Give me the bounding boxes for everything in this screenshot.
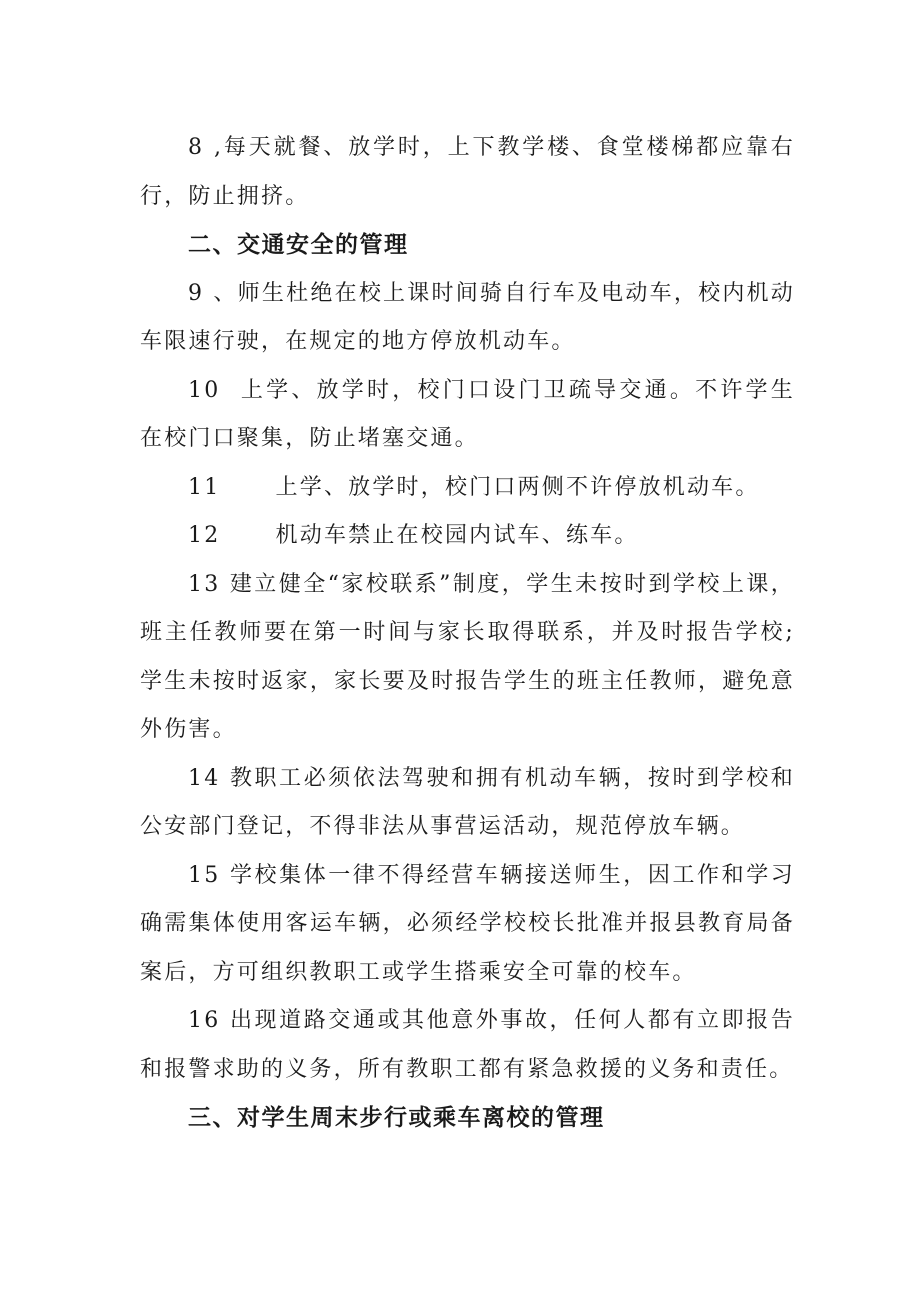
paragraph-item-9: 9 、师生杜绝在校上课时间骑自行车及电动车，校内机动车限速行驶，在规定的地方停放机动车。 <box>140 280 795 354</box>
paragraph-item-8: 8 ,每天就餐、放学时，上下教学楼、食堂楼梯都应靠右行，防止拥挤。 <box>140 135 795 209</box>
paragraph-item-11: 11 上学、放学时，校门口两侧不许停放机动车。 <box>188 474 760 500</box>
section-heading-weekend-departure: 三、对学生周末步行或乘车离校的管理 <box>188 1105 605 1131</box>
paragraph-item-12: 12 机动车禁止在校园内试车、练车。 <box>188 523 639 548</box>
paragraph-item-16: 16 出现道路交通或其他意外事故，任何人都有立即报告和报警求助的义务，所有教职工都有紧急救援的义务和责任。 <box>140 1008 795 1082</box>
document-body <box>140 124 795 1143</box>
paragraph-item-14: 14 教职工必须依法驾驶和拥有机动车辆，按时到学校和公安部门登记，不得非法从事营运活动，规范停放车辆。 <box>140 765 795 839</box>
paragraph-item-10: 10 上学、放学时，校门口设门卫疏导交通。不许学生在校门口聚集，防止堵塞交通。 <box>140 377 795 451</box>
section-heading-traffic-safety: 二、交通安全的管理 <box>188 232 409 258</box>
paragraph-item-15: 15 学校集体一律不得经营车辆接送师生，因工作和学习确需集体使用客运车辆，必须经学校校长批准并报县教育局备案后，方可组织教职工或学生搭乘安全可靠的校车。 <box>140 862 795 985</box>
paragraph-item-13: 13 建立健全“家校联系”制度，学生未按时到学校上课，班主任教师要在第一时间与家长取得联系，并及时报告学校;学生未按时返家，家长要及时报告学生的班主任教师，避免意外伤害。 <box>140 571 795 742</box>
